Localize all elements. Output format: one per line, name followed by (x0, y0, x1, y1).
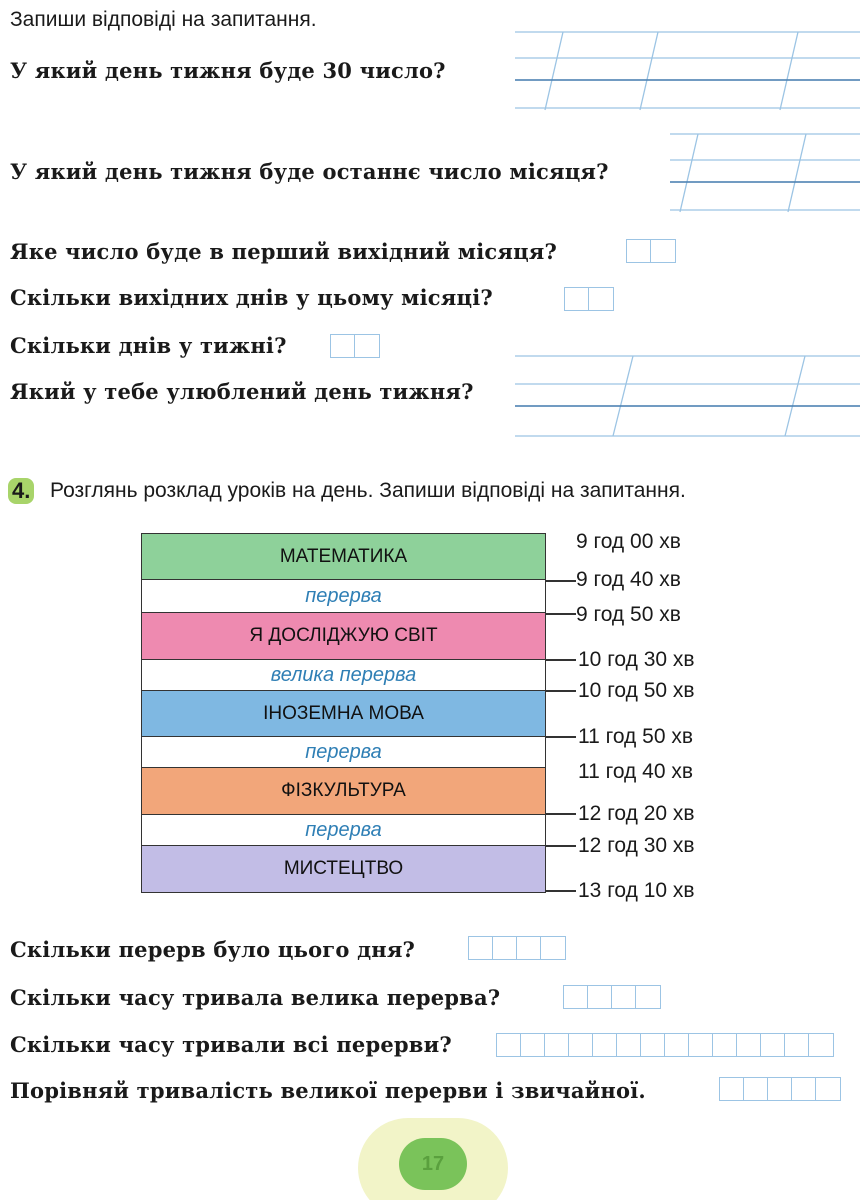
question-break-count: Скільки перерв було цього дня? (10, 937, 416, 962)
lesson-foreign-language: ІНОЗЕМНА МОВА (263, 702, 424, 724)
time-label: 12 год 30 хв (578, 834, 695, 857)
time-label: 10 год 50 хв (578, 679, 695, 702)
answer-cells-big-break-duration[interactable] (563, 985, 661, 1009)
time-tick (546, 659, 576, 661)
schedule-row (142, 737, 545, 768)
question-weekend-count: Скільки вихідних днів у цьому місяці? (10, 285, 493, 310)
answer-lines-day-30[interactable] (515, 30, 860, 112)
page-number: 17 (399, 1138, 467, 1190)
lesson-math: МАТЕМАТИКА (279, 545, 408, 567)
question-big-break-duration: Скільки часу тривала велика перерва? (10, 985, 501, 1010)
schedule-table (141, 533, 546, 893)
question-days-in-week: Скільки днів у тижні? (10, 333, 287, 358)
time-tick (546, 813, 576, 815)
schedule-row (142, 846, 545, 892)
answer-cells-break-count[interactable] (468, 936, 566, 960)
break-2: перерва (305, 740, 382, 763)
time-label: 11 год 40 хв (578, 760, 693, 783)
answer-cells-compare-breaks[interactable] (719, 1077, 841, 1101)
time-label: 13 год 10 хв (578, 879, 695, 902)
time-tick (546, 580, 576, 582)
lesson-world: Я ДОСЛІДЖУЮ СВІТ (249, 625, 438, 646)
question-first-weekend: Яке число буде в перший вихідний місяця? (10, 239, 558, 264)
question-compare-breaks: Порівняй тривалість великої перерви і звичайної. (10, 1078, 646, 1103)
lesson-art: МИСТЕЦТВО (283, 858, 404, 879)
answer-cells-first-weekend[interactable] (626, 239, 676, 263)
time-tick (546, 736, 576, 738)
answer-cells-weekend-count[interactable] (564, 287, 614, 311)
time-tick (546, 845, 576, 847)
instruction-text: Запиши відповіді на запитання. (10, 8, 317, 31)
time-tick (546, 690, 576, 692)
answer-cells-all-breaks-duration[interactable] (496, 1033, 834, 1057)
schedule-row (142, 613, 545, 660)
question-last-day: У який день тижня буде останнє число місяця? (10, 159, 609, 184)
time-tick (546, 613, 576, 615)
answer-lines-last-day[interactable] (670, 132, 860, 214)
time-label: 9 год 00 хв (576, 530, 681, 553)
answer-lines-favorite-day[interactable] (515, 354, 860, 438)
schedule-row (142, 580, 545, 613)
task-number (8, 478, 38, 504)
time-tick (546, 890, 576, 892)
time-label: 12 год 20 хв (578, 802, 695, 825)
big-break: велика перерва (270, 663, 417, 686)
time-label: 9 год 40 хв (576, 568, 681, 591)
task-number-badge: 4. (8, 478, 34, 504)
time-label: 9 год 50 хв (576, 603, 681, 626)
time-label: 10 год 30 хв (578, 648, 695, 671)
break-1: перерва (305, 584, 382, 607)
question-favorite-day: Який у тебе улюблений день тижня? (10, 379, 474, 404)
schedule-row (142, 660, 545, 691)
lesson-pe: ФІЗКУЛЬТУРА (281, 780, 406, 801)
answer-cells-days-in-week[interactable] (330, 334, 380, 358)
question-day-30: У який день тижня буде 30 число? (10, 58, 446, 83)
schedule-row (142, 815, 545, 846)
time-label: 11 год 50 хв (578, 725, 693, 748)
task-text: Розглянь розклад уроків на день. Запиши відповіді на запитання. (50, 479, 686, 502)
schedule-row (142, 691, 545, 737)
break-3: перерва (305, 818, 382, 841)
schedule-row (142, 534, 545, 580)
schedule-row (142, 768, 545, 815)
question-all-breaks-duration: Скільки часу тривали всі перерви? (10, 1032, 452, 1057)
